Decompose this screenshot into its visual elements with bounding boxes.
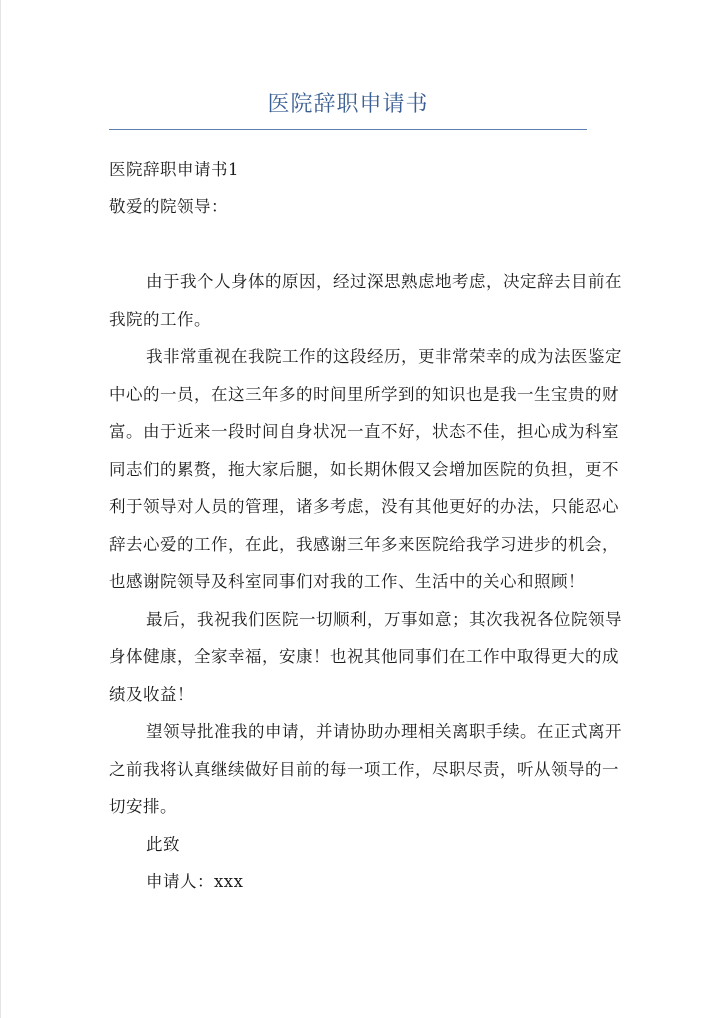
document-subtitle: 医院辞职申请书1 xyxy=(109,160,239,179)
title-divider xyxy=(109,129,587,130)
body-line: 切安排。 xyxy=(109,797,177,816)
body-line: 最后，我祝我们医院一切顺利，万事如意；其次我祝各位院领导 xyxy=(146,610,622,629)
body-line: 我院的工作。 xyxy=(109,310,211,329)
body-line: 由于我个人身体的原因，经过深思熟虑地考虑，决定辞去目前在 xyxy=(146,272,622,291)
body-line: 绩及收益！ xyxy=(109,685,194,704)
body-line: 我非常重视在我院工作的这段经历，更非常荣幸的成为法医鉴定 xyxy=(146,347,622,366)
body-line: 身体健康，全家幸福，安康！也祝其他同事们在工作中取得更大的成 xyxy=(109,647,619,666)
body-line: 中心的一员，在这三年多的时间里所学到的知识也是我一生宝贵的财 xyxy=(109,385,619,404)
body-line: 辞去心爱的工作，在此，我感谢三年多来医院给我学习进步的机会， xyxy=(109,535,619,554)
body-line: 之前我将认真继续做好目前的每一项工作，尽职尽责，听从领导的一 xyxy=(109,760,619,779)
body-line: 也感谢院领导及科室同事们对我的工作、生活中的关心和照顾！ xyxy=(109,572,585,591)
document-title: 医院辞职申请书 xyxy=(267,92,429,117)
closing: 此致 xyxy=(146,835,180,854)
body-line: 利于领导对人员的管理，诸多考虑，没有其他更好的办法，只能忍心 xyxy=(109,497,619,516)
body-line: 富。由于近来一段时间自身状况一直不好，状态不佳，担心成为科室 xyxy=(109,422,619,441)
signature: 申请人：xxx xyxy=(146,872,244,891)
body-line: 望领导批准我的申请，并请协助办理相关离职手续。在正式离开 xyxy=(146,722,622,741)
body-line: 同志们的累赘，拖大家后腿，如长期休假又会增加医院的负担，更不 xyxy=(109,460,619,479)
salutation: 敬爱的院领导： xyxy=(109,197,228,216)
